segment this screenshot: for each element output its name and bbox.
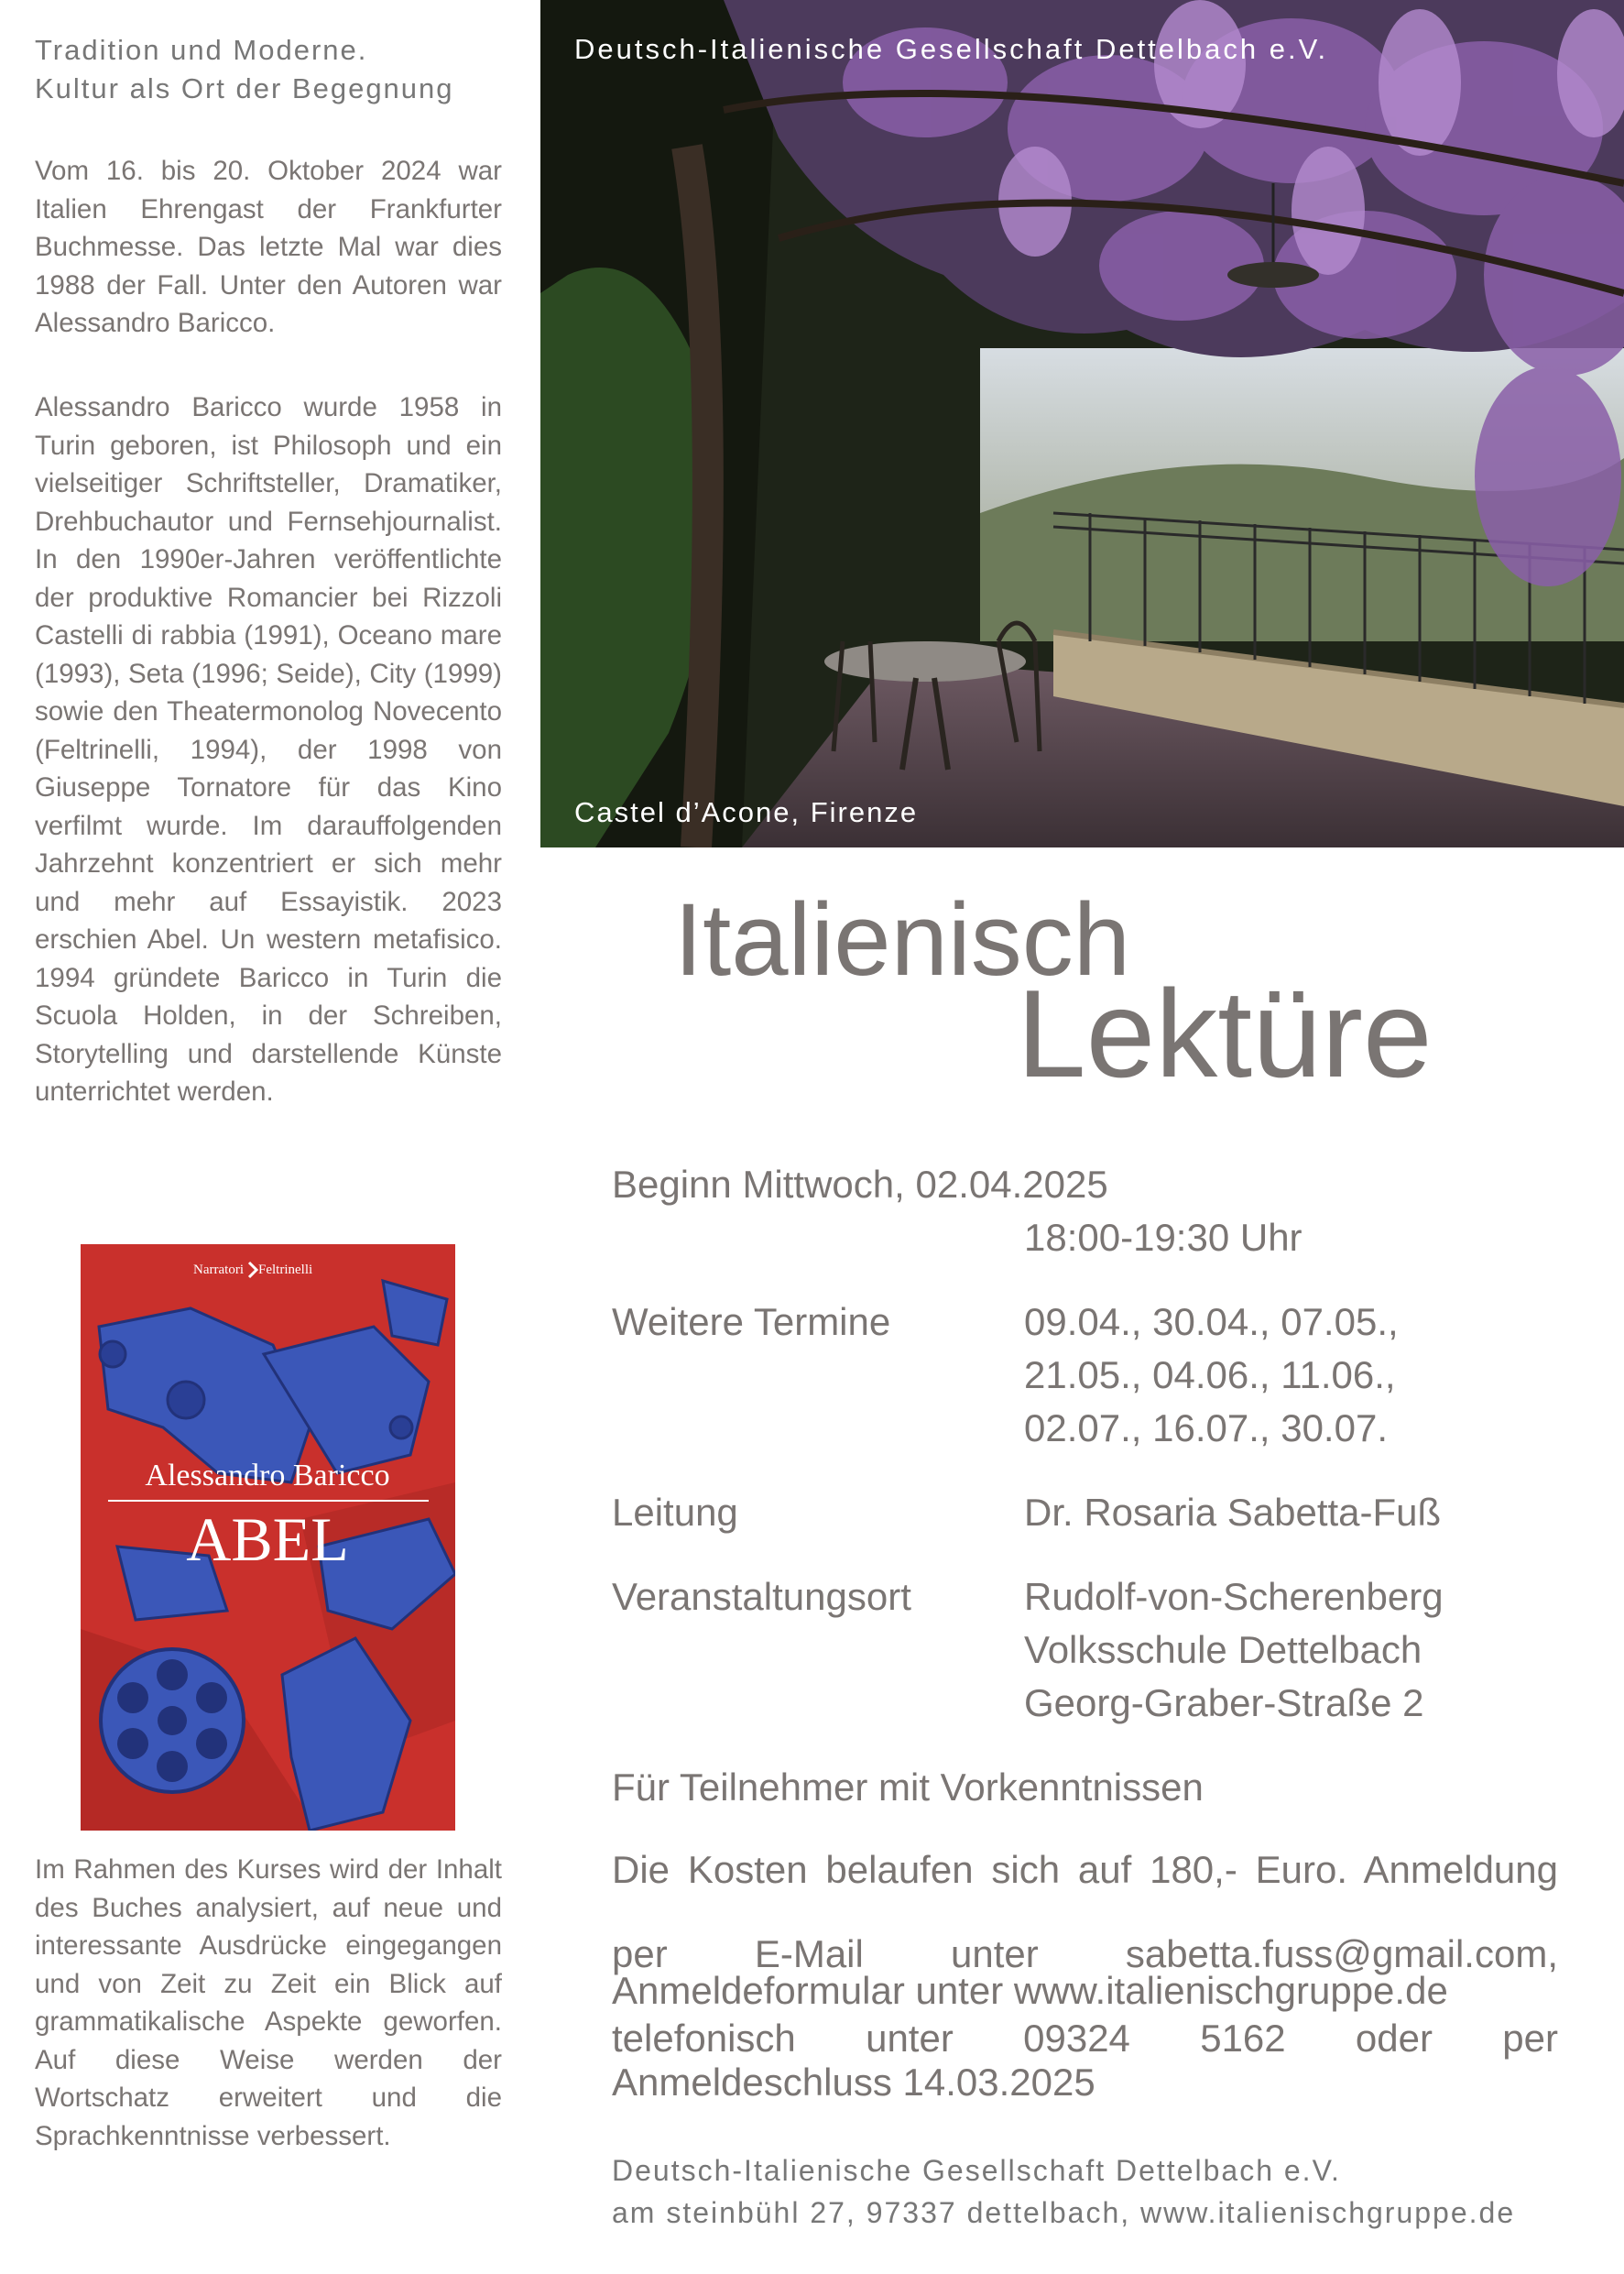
- more-dates-line-3: 02.07., 16.07., 30.07.: [1024, 1406, 1388, 1449]
- course-description-paragraph: [35, 1851, 502, 2155]
- course-description-text: Im Rahmen des Kurses wird der Inhalt des Buches analysiert, auf neue und interessante Ausdrücke eingegangen und von Zeit zu Zeit ein Blick auf grammatikalische Aspekte geworfen. Auf diese Weise werden der Wortschatz erweitert und die Sprachkenntnisse verbessert.: [35, 1854, 502, 2151]
- costs-line-2: per E-Mail unter sabetta.fuss@gmail.com,: [612, 1932, 1558, 1975]
- revolver-cylinder: [101, 1649, 244, 1792]
- more-dates-line-2: 21.05., 04.06., 11.06.,: [1024, 1353, 1396, 1396]
- venue-line-1: Rudolf-von-Scherenberg: [1024, 1575, 1444, 1618]
- book-cover-art: [81, 1244, 455, 1831]
- footer: [612, 2149, 1515, 2234]
- venue-label: Veranstaltungsort: [612, 1575, 911, 1618]
- venue-line-3: Georg-Graber-Straße 2: [1024, 1681, 1424, 1724]
- book-author: Alessandro Baricco: [145, 1459, 390, 1492]
- wisteria-terrace-illustration: [540, 0, 1624, 847]
- photo-caption: Castel d’Acone, Firenze: [574, 796, 919, 828]
- author-bio-paragraph: [35, 388, 502, 1111]
- tagline: [35, 31, 529, 108]
- more-dates-label: Weitere Termine: [612, 1300, 891, 1343]
- author-bio-text: Alessandro Baricco wurde 1958 in Turin geboren, ist Philosoph und ein vielseitiger Schriftsteller, Dramatiker, Drehbuchautor und Fernsehjournalist. In den 1990er-Jahren veröffentlichte der produktive Romancier bei Rizzoli Castelli di rabbia (1991), Oceano mare (1993), Seta (1996; Seide), City (1999) sowie den Theatermonolog Novecento (Feltrinelli, 1994), der 1998 von Giuseppe Tornatore für das Kino verfilmt wurde. Im darauffolgenden Jahrzehnt konzentriert er sich mehr und mehr auf Essayistik. 2023 erschien Abel. Un western metafisico. 1994 gründete Baricco in Turin die Scuola Holden, in der Schreiben, Storytelling und darstellende Künste unterrichtet werden.: [35, 392, 502, 1107]
- lead-label: Leitung: [612, 1491, 738, 1534]
- costs-line-4: Anmeldeformular unter www.italienischgruppe.de: [612, 1969, 1448, 2012]
- intro-text: Vom 16. bis 20. Oktober 2024 war Italien Ehrengast der Frankfurter Buchmesse. Das letzte Mal war dies 1988 der Fall. Unter den Autoren war Alessandro Baricco.: [35, 156, 502, 338]
- begin-time: 18:00-19:30 Uhr: [1024, 1216, 1302, 1259]
- tagline-line-2: Kultur als Ort der Begegnung: [35, 72, 454, 104]
- begin-label: Beginn Mittwoch, 02.04.2025: [612, 1163, 1108, 1206]
- more-dates-line-1: 09.04., 30.04., 07.05.,: [1024, 1300, 1399, 1343]
- hero-photo: [540, 0, 1624, 847]
- footer-organization: Deutsch-Italienische Gesellschaft Dettelbach e.V.: [612, 2154, 1341, 2187]
- registration-deadline: Anmeldeschluss 14.03.2025: [612, 2061, 1095, 2104]
- tagline-line-1: Tradition und Moderne.: [35, 34, 368, 66]
- book-title: ABEL: [186, 1504, 349, 1574]
- book-publisher: Feltrinelli: [258, 1263, 313, 1277]
- book-cover: [81, 1244, 455, 1831]
- headline-lektuere: Lektüre: [1017, 964, 1433, 1103]
- photo-header-organization: Deutsch-Italienische Gesellschaft Dettelbach e.V.: [574, 33, 1329, 65]
- headline-italienisch: Italienisch: [674, 882, 1131, 997]
- intro-paragraph: [35, 152, 502, 343]
- requirements-text: Für Teilnehmer mit Vorkenntnissen: [612, 1766, 1204, 1809]
- costs-line-3: telefonisch unter 09324 5162 oder per: [612, 2017, 1558, 2060]
- book-series: Narratori: [193, 1263, 244, 1277]
- footer-address: am steinbühl 27, 97337 dettelbach, www.italienischgruppe.de: [612, 2196, 1516, 2229]
- costs-line-1: Die Kosten belaufen sich auf 180,- Euro. Anmeldung: [612, 1848, 1558, 1891]
- lead-value: Dr. Rosaria Sabetta-Fuß: [1024, 1491, 1442, 1534]
- venue-line-2: Volksschule Dettelbach: [1024, 1628, 1422, 1671]
